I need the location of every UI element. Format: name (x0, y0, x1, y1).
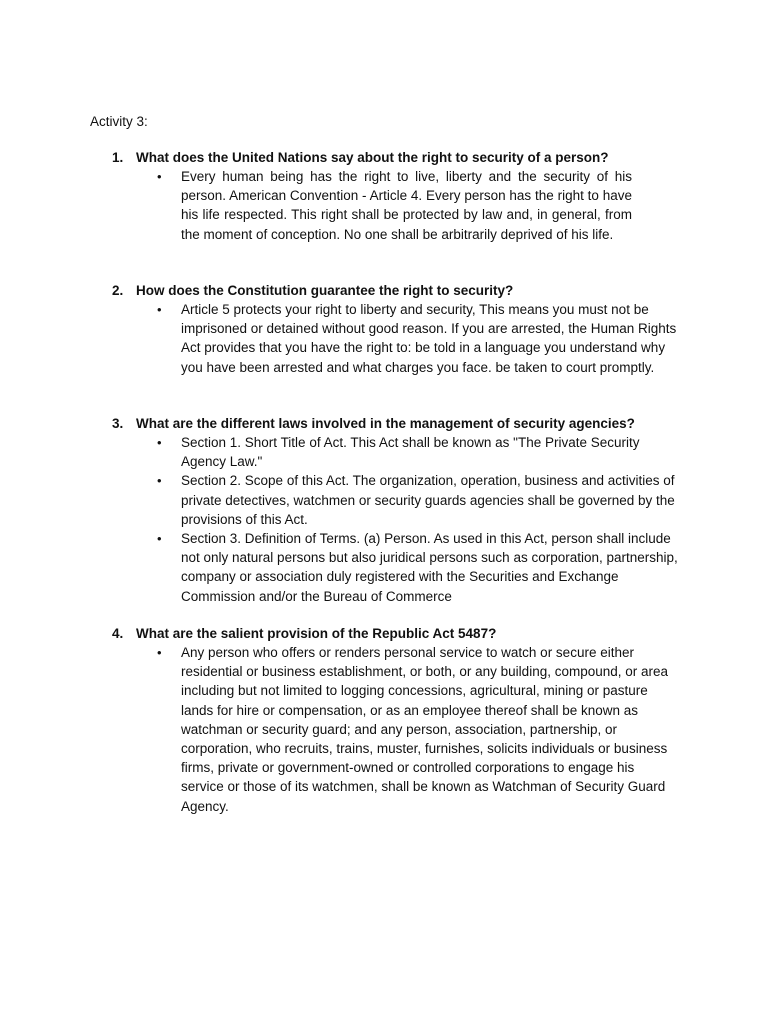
bullet-icon: • (157, 169, 162, 184)
bullet-icon: • (157, 473, 162, 489)
question-number: 4. (112, 626, 124, 641)
bullet-item (157, 167, 632, 244)
question-text: What are the different laws involved in the management of security agencies? (136, 416, 635, 431)
question-title (112, 148, 609, 167)
bullet-list (0, 300, 768, 377)
question-title (112, 624, 496, 643)
activity-heading: Activity 3: (90, 114, 148, 129)
bullet-item (157, 529, 678, 606)
bullet-item (157, 433, 678, 471)
bullet-icon: • (157, 531, 162, 547)
question-number: 2. (112, 283, 124, 298)
question-number: 3. (112, 416, 124, 431)
bullet-text: Any person who offers or renders personal service to watch or secure either residential or business establishment, or both, or any building, compound, or area including but not limited to logging concessions, agricultural, mining or pasture lands for hire or compensation, or as an employee thereof shall be known as watchman or security guard; and any person, association, partnership, or corporation, who recruits, trains, muster, furnishes, solicits individuals or business firms, private or government-owned or controlled corporations to engage his service or those of its watchmen, shall be known as Watchman of Security Guard Agency. (181, 645, 669, 814)
bullet-text: Section 1. Short Title of Act. This Act shall be known as "The Private Security Agency Law." (181, 435, 640, 470)
bullet-text: Section 3. Definition of Terms. (a) Person. As used in this Act, person shall include not only natural persons but also juridical persons such as corporation, partnership, company or association duly registered with the Securities and Exchange Commission and/or the Bureau of Commerce (181, 531, 678, 604)
bullet-list (0, 643, 768, 816)
question-text: How does the Constitution guarantee the right to security? (136, 283, 514, 298)
bullet-text: Article 5 protects your right to liberty and security, This means you must not be imprisoned or detained without good reason. If you are arrested, the Human Rights Act provides that you have the right to: be told in a language you understand why you have been arrested and what charges you face. be taken to court promptly. (181, 302, 677, 375)
question-title (112, 281, 513, 300)
bullet-text: Every human being has the right to live, liberty and the security of his person. American Convention - Article 4. Every person has the right to have his life respected. This right shall be protected by law and, in general, from the moment of conception. No one shall be arbitrarily deprived of his life. (181, 169, 632, 242)
question-number: 1. (112, 150, 124, 165)
bullet-icon: • (157, 435, 162, 450)
question-text: What does the United Nations say about the right to security of a person? (136, 150, 609, 165)
bullet-list (0, 433, 768, 606)
bullet-text: Section 2. Scope of this Act. The organization, operation, business and activities of private detectives, watchmen or security guards agencies shall be governed by the provisions of this Act. (181, 473, 675, 527)
bullet-icon: • (157, 302, 162, 317)
bullet-icon: • (157, 645, 162, 660)
bullet-item (157, 300, 678, 377)
bullet-item (157, 643, 678, 816)
question-text: What are the salient provision of the Republic Act 5487? (136, 626, 497, 641)
bullet-list (0, 167, 768, 244)
question-title (112, 414, 635, 433)
bullet-item (157, 471, 678, 529)
